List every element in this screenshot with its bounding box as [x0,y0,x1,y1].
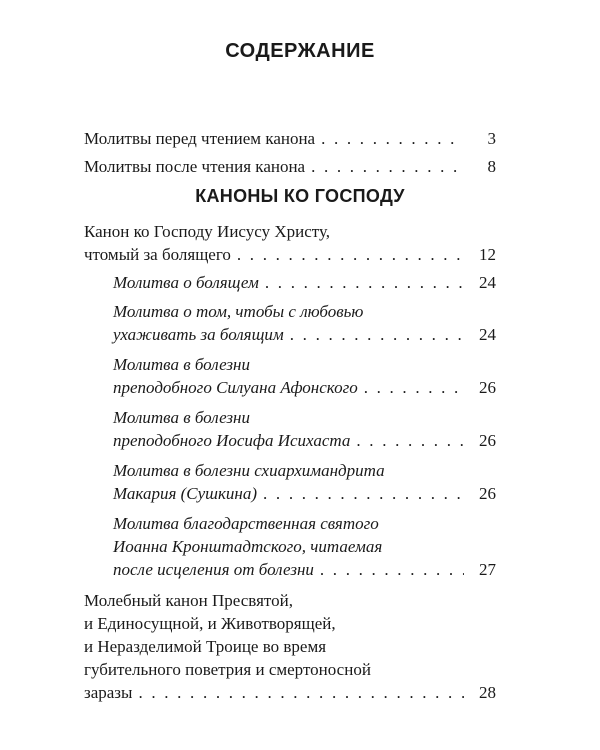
toc-entry-title: губительного поветрия и смертоносной [84,660,371,679]
section-heading: КАНОНЫ КО ГОСПОДУ [195,186,405,206]
dot-leader [320,558,464,581]
toc-entry-title: Молитва о болящем [113,273,259,292]
toc-entry-title: Канон ко Господу Иисусу Христу, [84,222,331,241]
toc-subentry [113,512,496,581]
toc-entry-page: 8 [487,157,496,176]
toc-entry-page: 3 [487,129,496,148]
toc-entry-title: ухаживать за болящим [113,325,284,344]
toc-entry-title: после исцеления от болезни [113,560,314,579]
toc-subentry [113,271,496,294]
toc-entry-title: Молитва в болезни схиархимандрита [113,461,385,480]
toc-entry [84,589,496,704]
toc-entry-page: 26 [479,378,496,397]
toc-entry-title: преподобного Силуана Афонского [113,378,358,397]
toc-entry-title: Молитва в болезни [113,408,250,427]
toc-entry-title: Молитвы после чтения канона [84,157,306,176]
toc-entry-page: 24 [479,273,496,292]
toc-entry-title: Молитва в болезни [113,355,250,374]
toc-entry-title: Молитвы перед чтением канона [84,129,316,148]
dot-leader [265,271,464,294]
toc-entry-title: и Единосущной, и Животворящей, [84,614,336,633]
dot-leader [237,243,464,266]
toc-entry-title: и Неразделимой Троице во время [84,637,327,656]
dot-leader [290,323,464,346]
toc-entry-title: Иоанна Кронштадтского, читаемая [113,537,383,556]
toc-entry-page: 12 [479,245,496,264]
toc-subentry [113,300,496,346]
toc-entry-page: 24 [479,325,496,344]
toc-entry-title: Молитва благодарственная святого [113,514,379,533]
dot-leader [364,376,464,399]
toc-entry-title: Макария (Сушкина) [113,484,258,503]
toc-entry [84,127,496,150]
toc-entry-page: 26 [479,431,496,450]
toc-entry [84,155,496,178]
toc-subentry [113,459,496,505]
dot-leader [356,429,464,452]
dot-leader [311,155,464,178]
toc-entry-page: 26 [479,484,496,503]
toc-subentry [113,353,496,399]
toc-entry-title: Молитва о том, чтобы с любовью [113,302,364,321]
toc-entry [84,220,496,266]
dot-leader [138,681,464,704]
toc-entry-title: заразы [84,683,133,702]
toc-entry-page: 27 [479,560,496,579]
toc-entry-title: преподобного Иосифа Исихаста [113,431,351,450]
toc-subentry [113,406,496,452]
toc-entry-title: чтомый за болящего [84,245,231,264]
toc-entry-title: Молебный канон Пресвятой, [84,591,293,610]
dot-leader [263,482,464,505]
page-title: СОДЕРЖАНИЕ [225,40,375,62]
toc-entry-page: 28 [479,683,496,702]
dot-leader [321,127,464,150]
